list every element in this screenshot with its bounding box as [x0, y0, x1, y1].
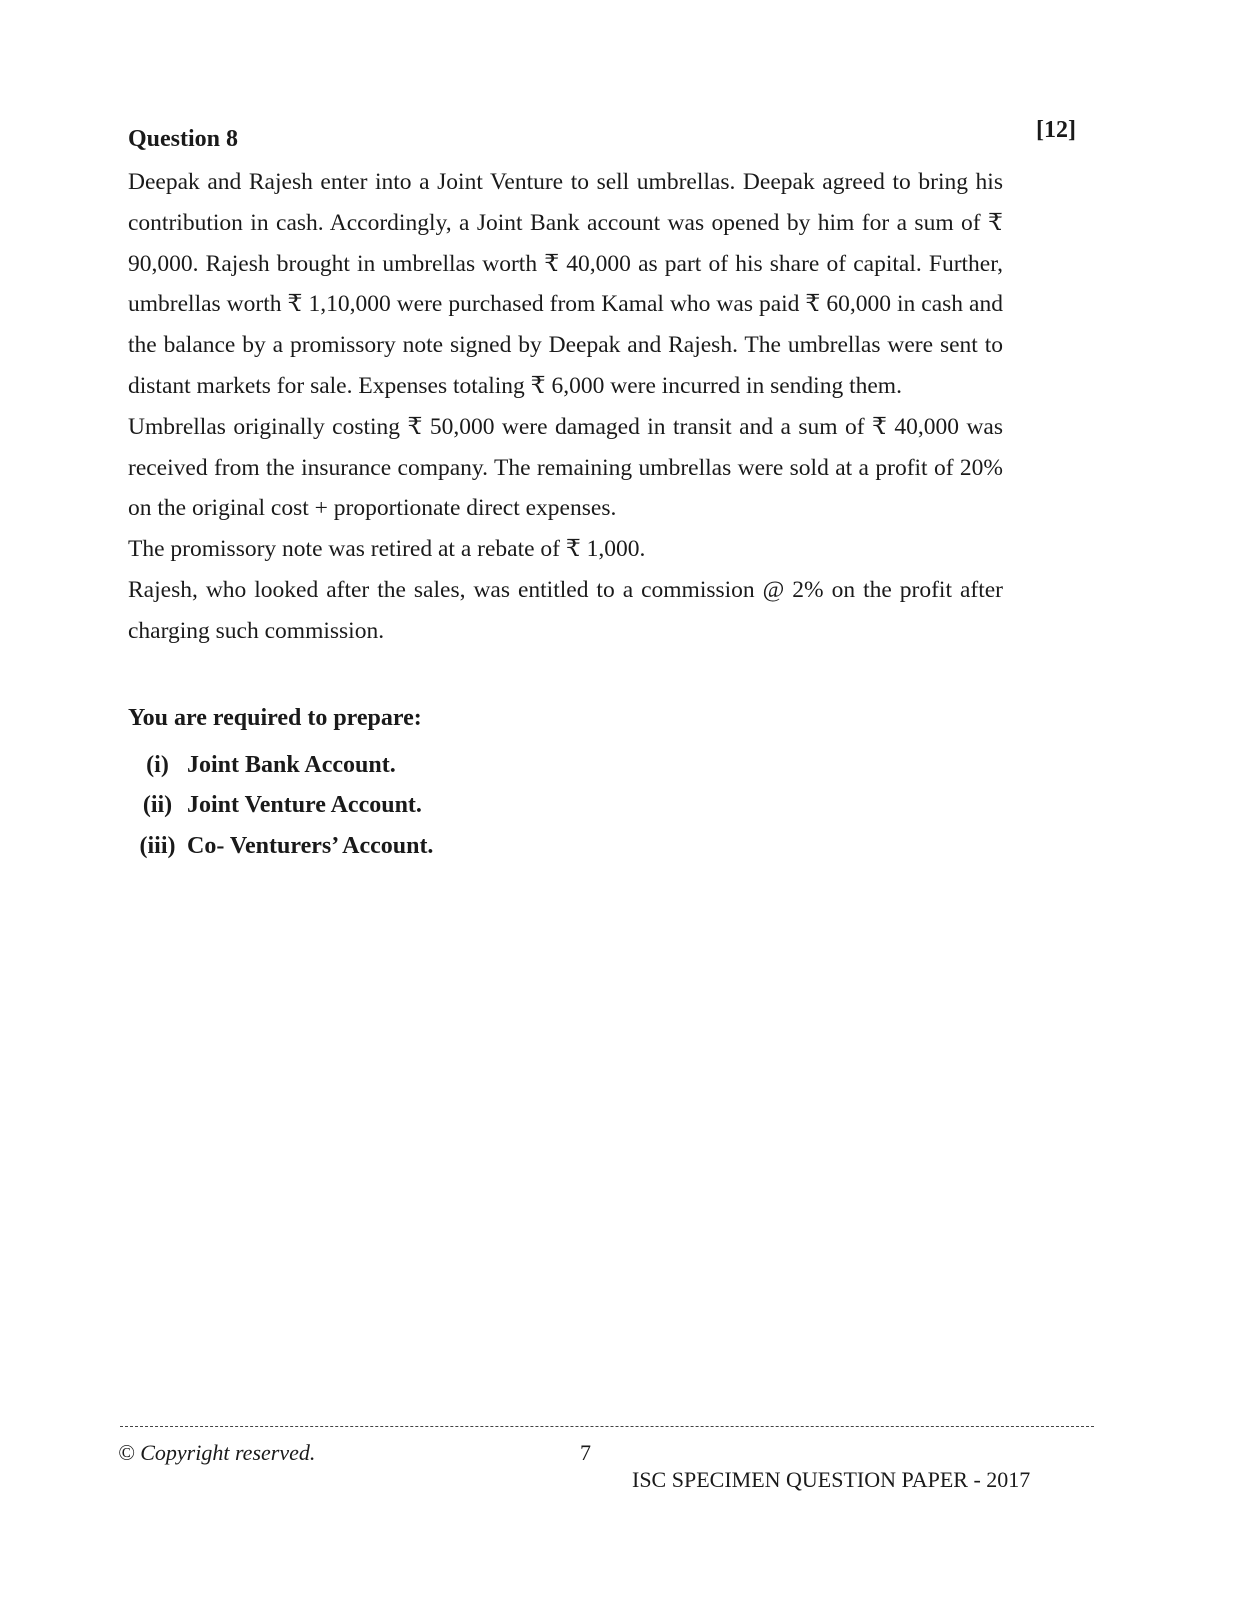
required-heading: You are required to prepare: [128, 705, 422, 731]
question-marks: [12] [1036, 117, 1076, 143]
task-item [128, 826, 433, 867]
question-title: Question 8 [128, 126, 239, 152]
question-body [128, 162, 1003, 652]
question-paragraph: Umbrellas originally costing ₹ 50,000 were damaged in transit and a sum of ₹ 40,000 was received from the insurance company. The remaining umbrellas were sold at a profit of 20% on the original cost + proportionate direct expenses. [128, 413, 1003, 522]
question-paragraph: Rajesh, who looked after the sales, was entitled to a commission @ 2% on the profit after charging such commission. [128, 576, 1003, 644]
page-number: 7 [580, 1440, 591, 1465]
task-text: Co- Venturers’ Account. [187, 832, 434, 859]
task-text: Joint Bank Account. [187, 751, 396, 778]
footer-divider [120, 1426, 1094, 1427]
task-number: (iii) [139, 832, 176, 859]
paper-title: ISC SPECIMEN QUESTION PAPER - 2017 [632, 1467, 1031, 1492]
question-paragraph: The promissory note was retired at a rebate of ₹ 1,000. [128, 536, 646, 563]
task-number: (ii) [142, 792, 173, 819]
task-text: Joint Venture Account. [187, 792, 422, 819]
copyright-notice: © Copyright reserved. [118, 1440, 316, 1465]
task-number: (i) [146, 751, 169, 778]
task-list [128, 745, 433, 867]
question-paragraph: Deepak and Rajesh enter into a Joint Venture to sell umbrellas. Deepak agreed to bring his contribution in cash. Accordingly, a Joint Bank account was opened by him for a sum of ₹ 90,000. Rajesh brought in umbrellas worth ₹ 40,000 as part of his share of capital. Further, umbrellas worth ₹ 1,10,000 were purchased from Kamal who was paid ₹ 60,000 in cash and the balance by a promissory note signed by Deepak and Rajesh. The umbrellas were sent to distant markets for sale. Expenses totaling ₹ 6,000 were incurred in sending them. [128, 169, 1003, 399]
task-item [128, 786, 433, 827]
task-item [128, 745, 433, 786]
